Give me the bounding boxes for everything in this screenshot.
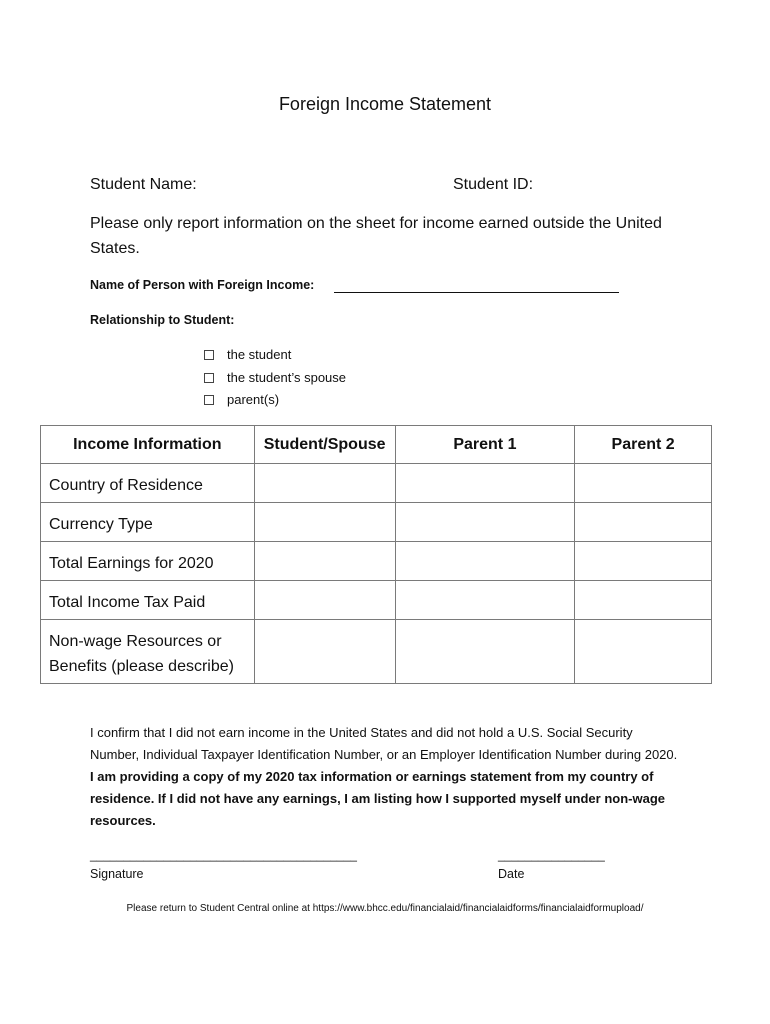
- checkbox-icon[interactable]: [204, 350, 214, 360]
- input-cell[interactable]: [254, 620, 395, 684]
- input-cell[interactable]: [254, 503, 395, 542]
- relationship-label: Relationship to Student:: [90, 313, 235, 327]
- table-header-row: [41, 426, 712, 464]
- header-income-information: Income Information: [41, 426, 255, 464]
- option-spouse[interactable]: [204, 370, 346, 385]
- table-row: [41, 620, 712, 684]
- input-cell[interactable]: [575, 581, 712, 620]
- student-id-label: Student ID:: [453, 176, 534, 193]
- date-line[interactable]: ________________: [498, 848, 605, 862]
- table-row: [41, 542, 712, 581]
- confirmation-bold: I am providing a copy of my 2020 tax information or earnings statement from my country of residence. If I did not have any earnings, I am listing how I supported myself under non-wage resources.: [90, 769, 665, 828]
- intro-text: Please only report information on the sheet for income earned outside the United States.: [90, 215, 662, 257]
- person-label: Name of Person with Foreign Income:: [90, 278, 315, 292]
- signature-line[interactable]: ________________________________________: [90, 848, 357, 862]
- input-cell[interactable]: [395, 542, 575, 581]
- input-cell[interactable]: [395, 464, 575, 503]
- input-cell[interactable]: [395, 581, 575, 620]
- row-label: Currency Type: [41, 503, 255, 542]
- input-cell[interactable]: [575, 542, 712, 581]
- row-label: Total Earnings for 2020: [41, 542, 255, 581]
- input-cell[interactable]: [395, 503, 575, 542]
- table-row: [41, 464, 712, 503]
- confirmation-plain: I confirm that I did not earn income in the United States and did not hold a U.S. Social Security Number, Individual Taxpayer Identification Number, or an Employer Identification Number during 2020.: [90, 725, 678, 762]
- header-student-spouse: Student/Spouse: [254, 426, 395, 464]
- option-label: parent(s): [227, 392, 280, 407]
- date-label: Date: [498, 867, 525, 881]
- income-table: [40, 425, 712, 684]
- input-cell[interactable]: [254, 581, 395, 620]
- signature-label: Signature: [90, 867, 144, 881]
- option-student[interactable]: [204, 347, 291, 362]
- input-cell[interactable]: [395, 620, 575, 684]
- header-parent-1: Parent 1: [395, 426, 575, 464]
- row-label: Non-wage Resources or Benefits (please describe): [41, 620, 255, 684]
- form-title: Foreign Income Statement: [278, 94, 492, 114]
- table-row: [41, 581, 712, 620]
- row-label: Country of Residence: [41, 464, 255, 503]
- input-cell[interactable]: [254, 464, 395, 503]
- footer-return-text: Please return to Student Central online at https://www.bhcc.edu/financialaid/financialaidforms/financialaidformupload/: [126, 903, 644, 914]
- option-label: the student’s spouse: [227, 370, 347, 385]
- input-cell[interactable]: [575, 620, 712, 684]
- confirmation-text: [90, 722, 680, 832]
- option-parents[interactable]: [204, 392, 279, 407]
- table-row: [41, 503, 712, 542]
- header-parent-2: Parent 2: [575, 426, 712, 464]
- checkbox-icon[interactable]: [204, 373, 214, 383]
- checkbox-icon[interactable]: [204, 395, 214, 405]
- student-name-label: Student Name:: [90, 176, 197, 193]
- option-label: the student: [227, 347, 292, 362]
- row-label: Total Income Tax Paid: [41, 581, 255, 620]
- input-cell[interactable]: [575, 464, 712, 503]
- person-name-field[interactable]: [334, 292, 619, 293]
- input-cell[interactable]: [254, 542, 395, 581]
- input-cell[interactable]: [575, 503, 712, 542]
